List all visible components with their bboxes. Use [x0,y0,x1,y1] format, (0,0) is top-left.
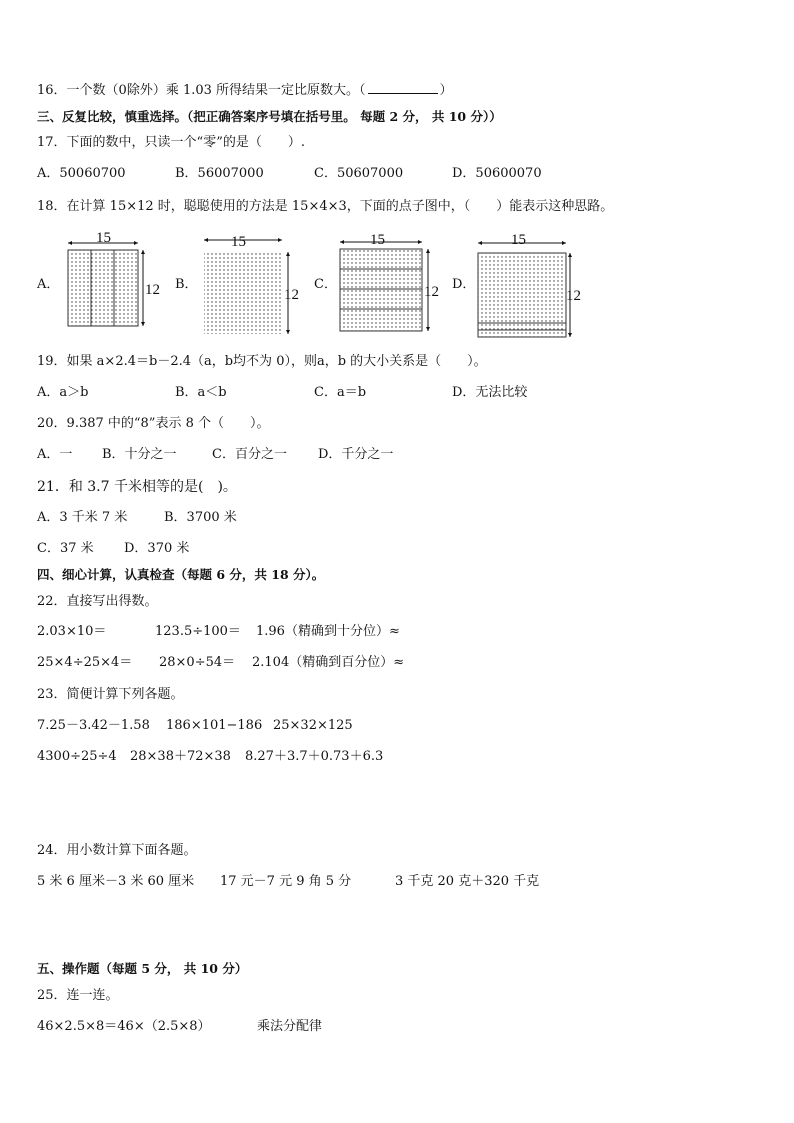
question-21-text: 21．和 3.7 千米相等的是( )。 [37,479,237,495]
q21-option-b[interactable]: B．3700 米 [164,510,237,525]
question-22-text: 22．直接写出得数。 [37,594,158,609]
q19-option-b[interactable]: B．a＜b [175,385,227,400]
q22-item-4: 25×4÷25×4＝ [37,655,133,670]
question-19-text: 19．如果 a×2.4＝b－2.4（a，b均不为 0），则a，b 的大小关系是（ ）。 [37,354,487,369]
section-4-title: 四、细心计算，认真检查（每题 6 分，共 18 分）。 [37,567,325,582]
q24-item-3: 3 千克 20 克＋320 千克 [395,874,540,889]
answer-blank[interactable] [368,81,438,94]
question-24-text: 24．用小数计算下面各题。 [37,843,197,858]
question-25-text: 25．连一连。 [37,988,119,1003]
q17-option-c[interactable]: C．50607000 [314,166,404,181]
q25-right-item-1[interactable]: 乘法分配律 [257,1019,323,1034]
question-20-text: 20．9.387 中的“8”表示 8 个（ ）。 [37,416,270,431]
q21-option-a[interactable]: A．3 千米 7 米 [37,510,128,525]
question-23-text: 23．简便计算下列各题。 [37,687,184,702]
q19-option-c[interactable]: C．a＝b [314,385,367,400]
q18-option-a-label[interactable]: A． [37,277,60,292]
q18-option-c-label[interactable]: C． [314,277,337,292]
question-18-text: 18．在计算 15×12 时，聪聪使用的方法是 15×4×3，下面的点子图中，（ ）能表示这种思路。 [37,199,614,214]
q19-option-a[interactable]: A．a＞b [37,385,89,400]
q20-option-a[interactable]: A．一 [37,447,73,462]
q23-item-3: 25×32×125 [273,718,353,733]
q18-option-b-label[interactable]: B． [175,277,198,292]
q23-item-4: 4300÷25÷4 [37,749,117,764]
height-label: 12 [145,282,160,298]
q24-item-1: 5 米 6 厘米－3 米 60 厘米 [37,874,195,889]
height-label: 12 [566,288,581,304]
question-17-text: 17．下面的数中，只读一个“零”的是（ ）. [37,135,305,150]
question-16-text: 16．一个数（0除外）乘 1.03 所得结果一定比原数大。（ [37,83,366,98]
q23-item-6: 8.27＋3.7＋0.73＋6.3 [245,749,384,764]
q20-option-c[interactable]: C．百分之一 [212,447,287,462]
q22-item-3: 1.96（精确到十分位）≈ [256,624,400,639]
q17-option-d[interactable]: D．50600070 [452,166,542,181]
q22-item-6: 2.104（精确到百分位）≈ [252,655,405,670]
q17-option-b[interactable]: B．56007000 [175,166,264,181]
q20-option-b[interactable]: B．十分之一 [102,447,177,462]
question-16 [37,81,453,100]
dot-diagram-d [476,231,586,343]
q19-option-d[interactable]: D．无法比较 [452,385,528,400]
q23-item-5: 28×38＋72×38 [130,749,231,764]
q21-option-c[interactable]: C．37 米 [37,541,94,556]
q22-item-5: 28×0÷54＝ [159,655,236,670]
q22-item-1: 2.03×10＝ [37,624,107,639]
width-label: 15 [370,232,385,248]
question-16-close: ） [439,83,453,98]
q21-option-d[interactable]: D．370 米 [124,541,190,556]
dot-diagram-b [202,232,312,342]
q18-option-d-label[interactable]: D． [452,277,476,292]
q22-item-2: 123.5÷100＝ [155,624,241,639]
q23-item-1: 7.25－3.42－1.58 [37,718,150,733]
height-label: 12 [284,287,299,303]
q20-option-d[interactable]: D．千分之一 [318,447,394,462]
dot-diagram-a [66,232,166,332]
q23-item-2: 186×101−186 [166,718,263,733]
height-label: 12 [424,284,439,300]
width-label: 15 [231,234,246,250]
dot-diagram-c [338,229,448,339]
section-3-title: 三、反复比较，慎重选择。（把正确答案序号填在括号里。 每题 2 分， 共 10 分）） [37,109,502,124]
q17-option-a[interactable]: A．50060700 [37,166,126,181]
q25-left-item-1[interactable]: 46×2.5×8＝46×（2.5×8） [37,1019,211,1034]
section-5-title: 五、操作题（每题 5 分， 共 10 分） [37,961,248,976]
width-label: 15 [96,230,111,246]
q24-item-2: 17 元－7 元 9 角 5 分 [220,874,352,889]
width-label: 15 [511,232,526,248]
